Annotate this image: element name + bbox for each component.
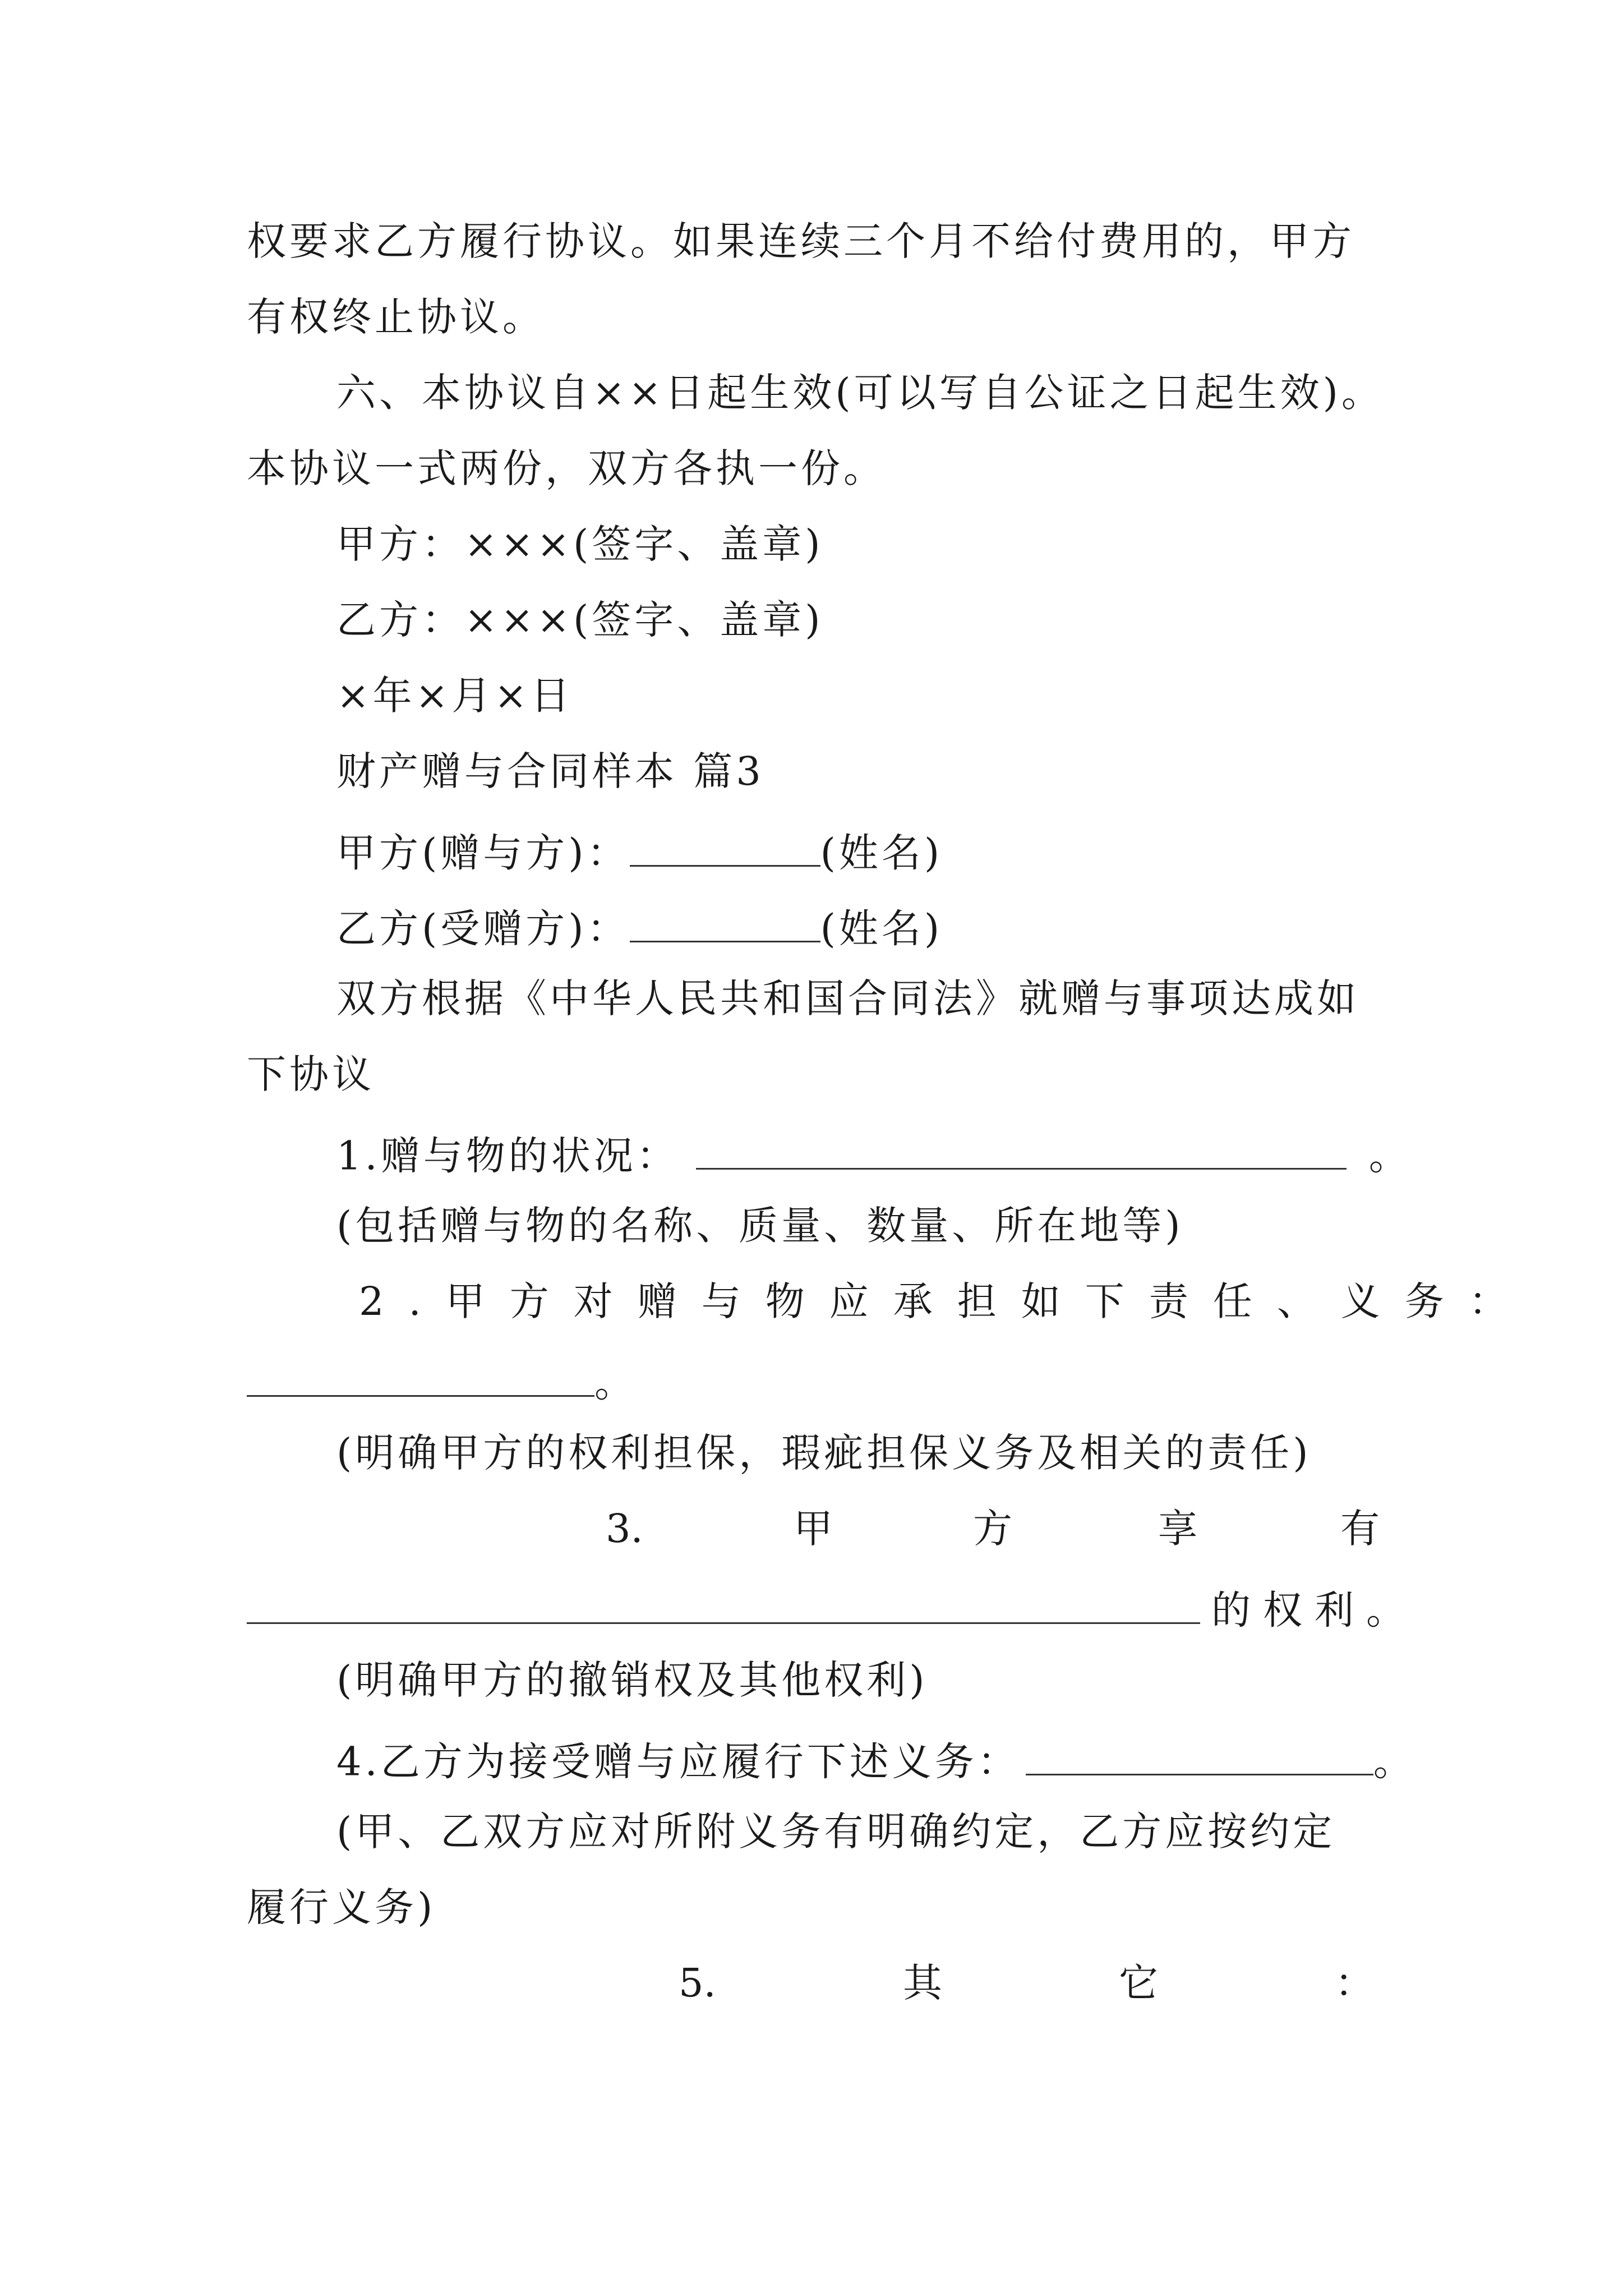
date-line: ×年×月×日 bbox=[336, 673, 573, 719]
item-4-end: 。 bbox=[1373, 1738, 1416, 1785]
donor-name-blank bbox=[630, 827, 820, 867]
item-3-char: 甲 bbox=[794, 1506, 833, 1552]
item-5-char: 其 bbox=[903, 1960, 942, 2006]
paragraph-line: 本协议一式两份，双方各执一份。 bbox=[247, 445, 886, 491]
item-3-note: (明确甲方的撤销权及其他权利) bbox=[336, 1657, 928, 1703]
donee-name-hint: (姓名) bbox=[820, 905, 943, 952]
donor-name-hint: (姓名) bbox=[820, 830, 943, 876]
item-1-line bbox=[336, 1130, 1412, 1179]
section-heading: 财产赠与合同样本 篇3 bbox=[336, 748, 764, 794]
item-3-char: 有 bbox=[1340, 1506, 1380, 1552]
item-3-char: 方 bbox=[973, 1506, 1012, 1552]
item-3-char: 享 bbox=[1158, 1506, 1197, 1552]
item-2-line: 2.甲方对赠与物应承担如下责任、义务： bbox=[359, 1278, 1533, 1324]
item-2-blank bbox=[247, 1358, 594, 1397]
item-4-line bbox=[336, 1736, 1416, 1785]
item-2-end: 。 bbox=[594, 1360, 637, 1406]
party-b-signature-line: 乙方：×××(签字、盖章) bbox=[336, 597, 824, 643]
item-1-blank bbox=[696, 1130, 1347, 1170]
paragraph-line: 下协议 bbox=[247, 1051, 375, 1097]
item-4-note: (甲、乙双方应对所附义务有明确约定，乙方应按约定 bbox=[336, 1809, 1336, 1855]
clause-6-line: 六、本协议自××日起生效(可以写自公证之日起生效)。 bbox=[336, 370, 1384, 416]
item-1-note: (包括赠与物的名称、质量、数量、所在地等) bbox=[336, 1203, 1184, 1249]
item-3-blank-line bbox=[247, 1585, 1418, 1634]
donee-name-blank bbox=[630, 903, 820, 942]
donor-line bbox=[336, 827, 943, 876]
item-1-label: 1.赠与物的状况： bbox=[336, 1133, 679, 1179]
donor-label: 甲方(赠与方)： bbox=[336, 830, 630, 876]
party-a-signature-line: 甲方：×××(签字、盖章) bbox=[336, 521, 824, 567]
item-2-blank-line bbox=[247, 1358, 637, 1406]
donee-line bbox=[336, 903, 943, 952]
item-3-number: 3. bbox=[606, 1506, 643, 1552]
item-1-end: 。 bbox=[1368, 1133, 1412, 1179]
paragraph-line: 有权终止协议。 bbox=[247, 294, 545, 340]
item-4-note-cont: 履行义务) bbox=[247, 1884, 436, 1930]
item-5-number: 5. bbox=[679, 1960, 716, 2006]
item-4-label: 4.乙方为接受赠与应履行下述义务： bbox=[336, 1738, 1020, 1785]
item-5-colon: ： bbox=[1335, 1960, 1374, 2006]
paragraph-line: 双方根据《中华人民共和国合同法》就赠与事项达成如 bbox=[336, 976, 1359, 1022]
item-4-blank bbox=[1026, 1736, 1373, 1775]
item-5-char: 它 bbox=[1119, 1960, 1158, 2006]
item-3-end: 的权利。 bbox=[1211, 1587, 1418, 1634]
item-2-note: (明确甲方的权利担保，瑕疵担保义务及相关的责任) bbox=[336, 1430, 1312, 1476]
donee-label: 乙方(受赠方)： bbox=[336, 905, 630, 952]
paragraph-line: 权要求乙方履行协议。如果连续三个月不给付费用的，甲方 bbox=[247, 218, 1355, 264]
item-3-blank bbox=[247, 1585, 1200, 1624]
